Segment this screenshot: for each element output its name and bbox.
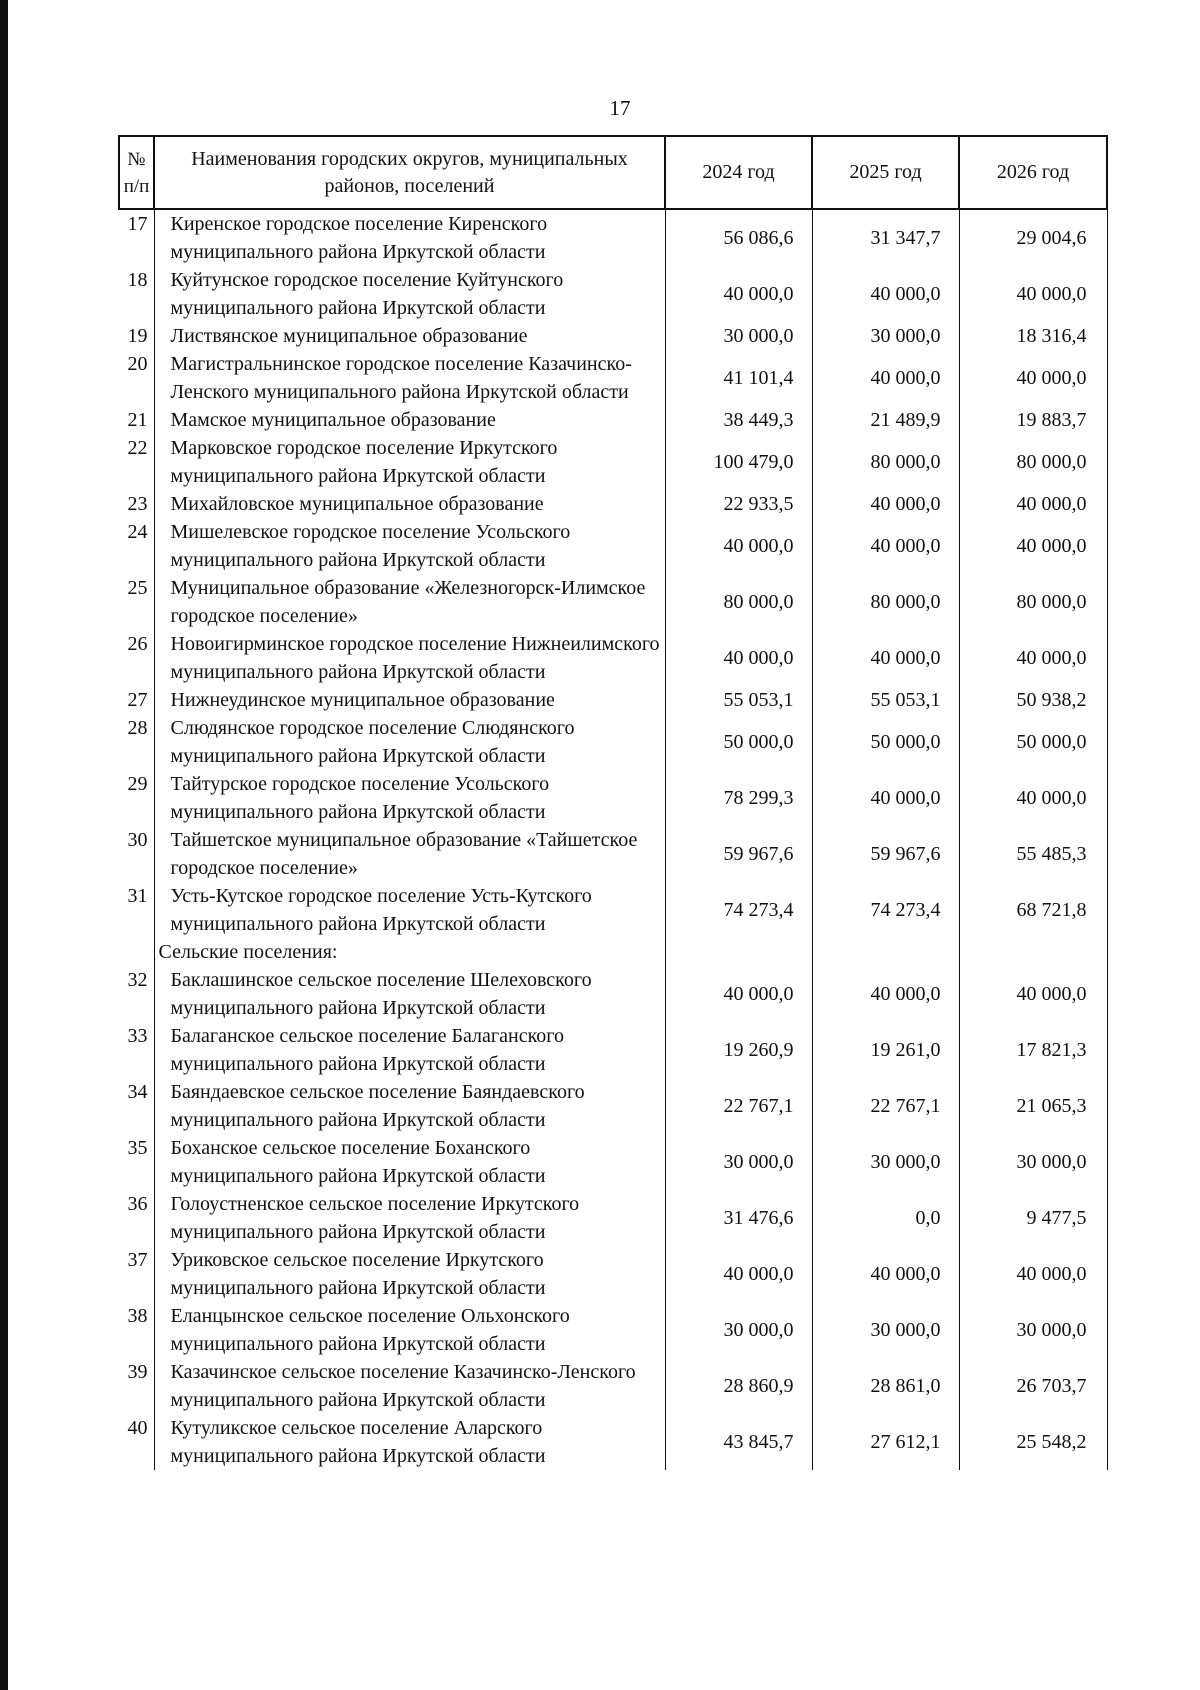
row-name: Куйтунское городское поселение Куйтунского муниципального района Иркутской области [170, 269, 564, 319]
value-2026: 29 004,6 [959, 209, 1107, 266]
row-name: Михайловское муниципальное образование [170, 493, 544, 515]
value-2026: 40 000,0 [959, 1246, 1107, 1302]
row-number: 21 [119, 406, 154, 434]
row-number: 33 [119, 1022, 154, 1078]
budget-table [118, 135, 1108, 1470]
row-name: Листвянское муниципальное образование [170, 325, 528, 347]
value-2026: 55 485,3 [959, 826, 1107, 882]
section-row [119, 938, 1107, 966]
row-name: Балаганское сельское поселение Балаганского муниципального района Иркутской области [170, 1025, 564, 1075]
value-2024: 40 000,0 [665, 266, 812, 322]
value-2025: 40 000,0 [812, 266, 959, 322]
value-2026: 18 316,4 [959, 322, 1107, 350]
value-2024: 59 967,6 [665, 826, 812, 882]
value-2024: 30 000,0 [665, 1302, 812, 1358]
table-row [119, 1022, 1107, 1078]
row-number: 36 [119, 1190, 154, 1246]
section-label: Сельские поселения: [158, 941, 338, 963]
value-2026: 25 548,2 [959, 1414, 1107, 1470]
table-row [119, 882, 1107, 938]
table-header-row [119, 136, 1107, 209]
value-2025: 59 967,6 [812, 826, 959, 882]
value-2026: 40 000,0 [959, 350, 1107, 406]
value-2025: 30 000,0 [812, 322, 959, 350]
table-row [119, 574, 1107, 630]
value-2025: 55 053,1 [812, 686, 959, 714]
row-name: Киренское городское поселение Киренского муниципального района Иркутской области [170, 213, 548, 263]
value-2024: 100 479,0 [665, 434, 812, 490]
row-name: Уриковское сельское поселение Иркутского муниципального района Иркутской области [170, 1249, 546, 1299]
row-number: 37 [119, 1246, 154, 1302]
table-row [119, 826, 1107, 882]
row-name: Муниципальное образование «Железногорск-Илимское городское поселение» [170, 577, 646, 627]
value-2026: 19 883,7 [959, 406, 1107, 434]
table-row [119, 209, 1107, 266]
value-2024: 40 000,0 [665, 630, 812, 686]
row-number: 30 [119, 826, 154, 882]
value-2026: 40 000,0 [959, 266, 1107, 322]
value-2025: 30 000,0 [812, 1134, 959, 1190]
row-number: 38 [119, 1302, 154, 1358]
row-name: Марковское городское поселение Иркутского муниципального района Иркутской области [170, 437, 558, 487]
value-2026: 50 000,0 [959, 714, 1107, 770]
page-number: 17 [609, 96, 631, 120]
value-2025: 40 000,0 [812, 770, 959, 826]
row-name: Тайтурское городское поселение Усольского муниципального района Иркутской области [170, 773, 550, 823]
value-2026: 40 000,0 [959, 630, 1107, 686]
table-row [119, 686, 1107, 714]
value-2025: 40 000,0 [812, 1246, 959, 1302]
value-2024: 40 000,0 [665, 518, 812, 574]
value-2024: 74 273,4 [665, 882, 812, 938]
value-2025: 19 261,0 [812, 1022, 959, 1078]
row-number: 26 [119, 630, 154, 686]
row-name: Усть-Кутское городское поселение Усть-Кутского муниципального района Иркутской области [170, 885, 592, 935]
row-number: 27 [119, 686, 154, 714]
value-2026: 40 000,0 [959, 770, 1107, 826]
value-2025: 40 000,0 [812, 518, 959, 574]
table-row [119, 518, 1107, 574]
value-2026: 17 821,3 [959, 1022, 1107, 1078]
value-2026: 21 065,3 [959, 1078, 1107, 1134]
value-2026: 30 000,0 [959, 1134, 1107, 1190]
value-2025: 40 000,0 [812, 966, 959, 1022]
value-2025: 31 347,7 [812, 209, 959, 266]
table-body [119, 209, 1107, 1470]
row-name: Баклашинское сельское поселение Шелеховского муниципального района Иркутской области [170, 969, 592, 1019]
value-2024: 38 449,3 [665, 406, 812, 434]
value-2026: 80 000,0 [959, 574, 1107, 630]
table-row [119, 1134, 1107, 1190]
table-row [119, 266, 1107, 322]
table-row [119, 1358, 1107, 1414]
value-2024: 22 767,1 [665, 1078, 812, 1134]
table-row [119, 350, 1107, 406]
value-2025: 0,0 [812, 1190, 959, 1246]
value-2024: 31 476,6 [665, 1190, 812, 1246]
row-name: Еланцынское сельское поселение Ольхонского муниципального района Иркутской области [170, 1305, 570, 1355]
value-2025: 50 000,0 [812, 714, 959, 770]
row-name: Нижнеудинское муниципальное образование [170, 689, 555, 711]
value-2025: 80 000,0 [812, 574, 959, 630]
value-2026: 40 000,0 [959, 490, 1107, 518]
value-2024: 80 000,0 [665, 574, 812, 630]
row-name: Кутуликское сельское поселение Аларского муниципального района Иркутской области [170, 1417, 546, 1467]
value-2024: 30 000,0 [665, 1134, 812, 1190]
row-number: 31 [119, 882, 154, 938]
header-name: Наименования городских округов, муниципальных районов, поселений [154, 136, 665, 209]
row-number: 40 [119, 1414, 154, 1470]
row-name: Тайшетское муниципальное образование «Тайшетское городское поселение» [170, 829, 638, 879]
table-row [119, 1302, 1107, 1358]
table-row [119, 630, 1107, 686]
row-number: 25 [119, 574, 154, 630]
row-number: 23 [119, 490, 154, 518]
value-2026: 26 703,7 [959, 1358, 1107, 1414]
table-row [119, 490, 1107, 518]
value-2024: 40 000,0 [665, 966, 812, 1022]
row-number: 29 [119, 770, 154, 826]
header-number: № п/п [119, 136, 154, 209]
value-2024: 41 101,4 [665, 350, 812, 406]
row-number: 24 [119, 518, 154, 574]
value-2026: 9 477,5 [959, 1190, 1107, 1246]
value-2026: 40 000,0 [959, 518, 1107, 574]
value-2024: 30 000,0 [665, 322, 812, 350]
row-number: 19 [119, 322, 154, 350]
value-2024: 43 845,7 [665, 1414, 812, 1470]
header-2025: 2025 год [812, 136, 959, 209]
table-row [119, 322, 1107, 350]
value-2025: 21 489,9 [812, 406, 959, 434]
value-2024: 78 299,3 [665, 770, 812, 826]
value-2025: 22 767,1 [812, 1078, 959, 1134]
value-2024: 28 860,9 [665, 1358, 812, 1414]
value-2026: 68 721,8 [959, 882, 1107, 938]
scan-edge-bar [0, 0, 8, 1690]
row-number: 32 [119, 966, 154, 1022]
table-row [119, 1078, 1107, 1134]
row-number: 35 [119, 1134, 154, 1190]
value-2025: 80 000,0 [812, 434, 959, 490]
row-name: Слюдянское городское поселение Слюдянского муниципального района Иркутской области [170, 717, 575, 767]
value-2026: 50 938,2 [959, 686, 1107, 714]
row-name: Казачинское сельское поселение Казачинско-Ленского муниципального района Иркутской области [170, 1361, 636, 1411]
value-2025: 28 861,0 [812, 1358, 959, 1414]
value-2024: 40 000,0 [665, 1246, 812, 1302]
value-2026: 30 000,0 [959, 1302, 1107, 1358]
header-2024: 2024 год [665, 136, 812, 209]
row-name: Баяндаевское сельское поселение Баяндаевского муниципального района Иркутской области [170, 1081, 585, 1131]
row-name: Магистральнинское городское поселение Казачинско-Ленского муниципального района Иркутской области [170, 353, 632, 403]
table-row [119, 966, 1107, 1022]
value-2026: 80 000,0 [959, 434, 1107, 490]
value-2025: 40 000,0 [812, 490, 959, 518]
value-2025: 30 000,0 [812, 1302, 959, 1358]
value-2025: 27 612,1 [812, 1414, 959, 1470]
row-number: 22 [119, 434, 154, 490]
row-name: Мамское муниципальное образование [170, 409, 496, 431]
value-2025: 40 000,0 [812, 630, 959, 686]
row-number: 18 [119, 266, 154, 322]
value-2025: 40 000,0 [812, 350, 959, 406]
row-name: Голоустненское сельское поселение Иркутского муниципального района Иркутской области [170, 1193, 580, 1243]
table-row [119, 1190, 1107, 1246]
row-number: 39 [119, 1358, 154, 1414]
table-row [119, 770, 1107, 826]
row-name: Новоигирминское городское поселение Нижнеилимского муниципального района Иркутской области [170, 633, 660, 683]
row-number: 20 [119, 350, 154, 406]
row-number: 28 [119, 714, 154, 770]
row-number: 34 [119, 1078, 154, 1134]
value-2024: 56 086,6 [665, 209, 812, 266]
table-row [119, 1246, 1107, 1302]
value-2024: 22 933,5 [665, 490, 812, 518]
value-2024: 55 053,1 [665, 686, 812, 714]
row-number: 17 [119, 209, 154, 266]
row-name: Мишелевское городское поселение Усольского муниципального района Иркутской области [170, 521, 571, 571]
value-2025: 74 273,4 [812, 882, 959, 938]
value-2024: 50 000,0 [665, 714, 812, 770]
header-2026: 2026 год [959, 136, 1107, 209]
row-name: Боханское сельское поселение Боханского муниципального района Иркутской области [170, 1137, 546, 1187]
table-row [119, 434, 1107, 490]
value-2026: 40 000,0 [959, 966, 1107, 1022]
value-2024: 19 260,9 [665, 1022, 812, 1078]
table-row [119, 714, 1107, 770]
table-row [119, 1414, 1107, 1470]
table-row [119, 406, 1107, 434]
